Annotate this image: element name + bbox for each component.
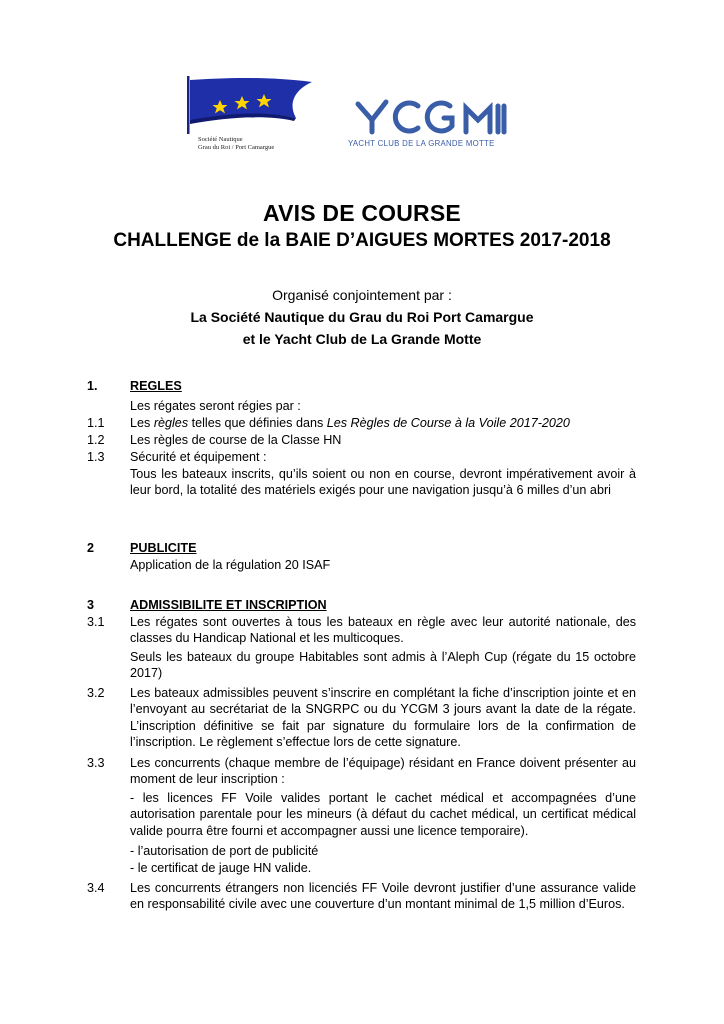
item-number: 1.3 — [87, 450, 105, 464]
text-run: telles que définies dans — [188, 416, 327, 430]
item-text: Les régates sont ouvertes à tous les bateaux en règle avec leur autorité nationale, des classes du Handicap National et les multicoques. — [130, 615, 636, 646]
item-text: Les bateaux admissibles peuvent s’inscrire en complétant la fiche d’inscription jointe et en l’envoyant au secrétariat de la SNGRPC ou du YCGM 3 jours avant la date de la régate. L’inscription définitive se fait par signature du formulaire lors de la confirmation de l’inscription. Le règlement s’effectue lors de cette signature. — [130, 686, 636, 749]
document-subtitle: CHALLENGE de la BAIE D’AIGUES MORTES 2017-2018 — [113, 230, 611, 251]
ycgm-tagline: YACHT CLUB DE LA GRANDE MOTTE — [348, 139, 495, 148]
ycgm-mark-text: YCGM — [350, 96, 353, 97]
item-text: - le certificat de jauge HN valide. — [130, 861, 312, 875]
sngrpc-flag-icon — [184, 74, 314, 136]
section-heading-admissibilite: ADMISSIBILITE ET INSCRIPTION — [130, 598, 327, 612]
item-text: Les concurrents (chaque membre de l’équipage) résidant en France doivent présenter au moment de leur inscription : — [130, 756, 636, 787]
section-number: 3 — [87, 598, 95, 612]
text-run: Les — [130, 416, 154, 430]
organised-by: Organisé conjointement par : — [272, 287, 452, 303]
item-text: Seuls les bateaux du groupe Habitables sont admis à l’Aleph Cup (régate du 15 octobre 2017) — [130, 650, 636, 681]
item-text: Les règles de course de la Classe HN — [130, 433, 342, 447]
text-run-italic: Les Règles de Course à la Voile 2017-2020 — [326, 416, 570, 430]
item-heading: Sécurité et équipement : — [130, 450, 267, 464]
ycgm-mark-icon — [350, 96, 510, 136]
section-heading-regles: REGLES — [130, 379, 182, 393]
text-run-italic: règles — [153, 416, 189, 430]
section-number: 2 — [87, 541, 95, 555]
item-text: - l’autorisation de port de publicité — [130, 844, 319, 858]
item-number: 1.2 — [87, 433, 105, 447]
section-text: Application de la régulation 20 ISAF — [130, 558, 331, 572]
item-text: Les concurrents étrangers non licenciés FF Voile devront justifier d’une assurance valide en responsabilité civile avec une couverture d’un montant minimal de 1,5 million d’Euros. — [130, 881, 636, 912]
item-number: 1.1 — [87, 416, 105, 430]
item-number: 3.2 — [87, 686, 105, 700]
item-number: 3.1 — [87, 615, 105, 629]
item-number: 3.3 — [87, 756, 105, 770]
item-text: - les licences FF Voile valides portant le cachet médical et accompagnées d’une autorisation parentale pour les mineurs (à défaut du cachet médical, un certificat médical valide pourra être fourni et accompagner aussi une licence temporaire). — [130, 791, 636, 838]
section-number: 1. — [87, 379, 98, 393]
document-title: AVIS DE COURSE — [263, 200, 461, 226]
sngrpc-caption-line1: Société Nautique — [198, 136, 243, 143]
sngrpc-caption-line2: Grau du Roi / Port Camargue — [198, 144, 275, 151]
item-number: 3.4 — [87, 881, 105, 895]
section-intro: Les régates seront régies par : — [130, 399, 301, 413]
sngrpc-logo — [184, 74, 314, 164]
item-text: Tous les bateaux inscrits, qu’ils soient ou non en course, devront impérativement avoir à leur bord, la totalité des matériels exigés pour une navigation jusqu’à 6 milles d’un abri — [130, 467, 636, 498]
item-text — [130, 415, 636, 431]
organiser-2: et le Yacht Club de La Grande Motte — [242, 331, 482, 347]
section-heading-publicite: PUBLICITE — [130, 541, 197, 555]
organiser-1: La Société Nautique du Grau du Roi Port Camargue — [190, 309, 534, 325]
ycgm-logo — [340, 96, 515, 156]
